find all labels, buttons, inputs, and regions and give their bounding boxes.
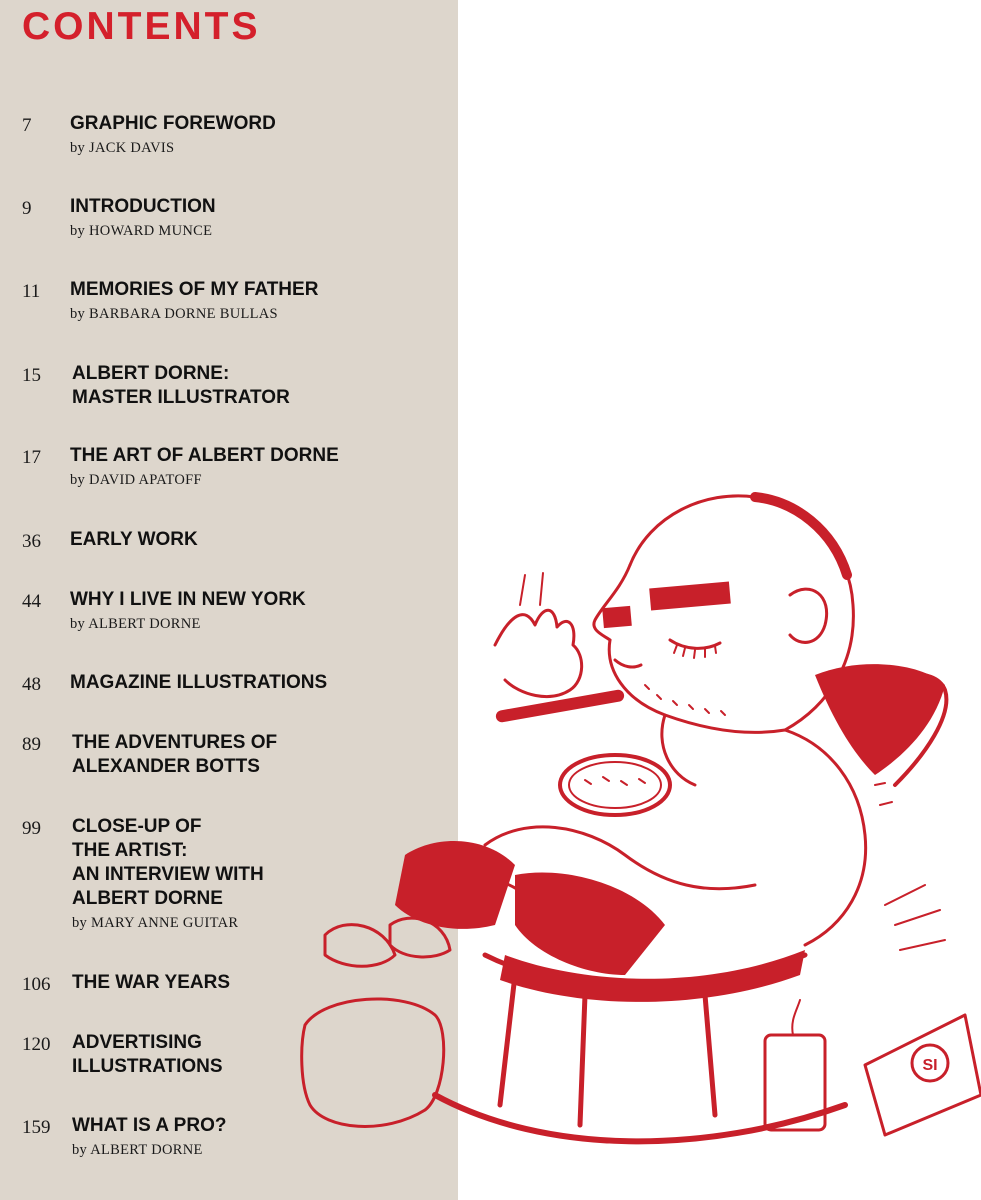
entry-byline: by MARY ANNE GUITAR bbox=[72, 915, 239, 931]
tag-monogram: SI bbox=[922, 1057, 938, 1074]
page-number: 159 bbox=[22, 1117, 51, 1138]
entry-title: INTRODUCTION bbox=[70, 196, 216, 217]
entry-title: THE ART OF ALBERT DORNE bbox=[70, 445, 339, 466]
caricature-illustration bbox=[285, 455, 981, 1200]
page-number: 11 bbox=[22, 281, 41, 302]
page-number: 44 bbox=[22, 591, 41, 612]
entry-byline: by DAVID APATOFF bbox=[70, 472, 202, 488]
entry-byline: by HOWARD MUNCE bbox=[70, 223, 213, 239]
page-number: 106 bbox=[22, 974, 51, 995]
entry-byline: by ALBERT DORNE bbox=[70, 616, 201, 632]
entry-title: GRAPHIC FOREWORD bbox=[70, 113, 276, 134]
entry-byline: by JACK DAVIS bbox=[70, 140, 175, 156]
page-number: 120 bbox=[22, 1034, 51, 1055]
page-number: 48 bbox=[22, 674, 41, 695]
page-number: 99 bbox=[22, 818, 41, 839]
entry-title: CLOSE-UP OF THE ARTIST: AN INTERVIEW WITH ALBERT DORNE bbox=[72, 816, 264, 909]
page-number: 15 bbox=[22, 365, 41, 386]
page-number: 17 bbox=[22, 447, 41, 468]
page-number: 7 bbox=[22, 115, 32, 136]
entry-title: ALBERT DORNE: MASTER ILLUSTRATOR bbox=[72, 363, 290, 408]
entry-title: EARLY WORK bbox=[70, 529, 198, 550]
page-number: 36 bbox=[22, 531, 41, 552]
entry-title: WHY I LIVE IN NEW YORK bbox=[70, 589, 306, 610]
entry-title: THE WAR YEARS bbox=[72, 972, 231, 993]
page-number: 89 bbox=[22, 734, 41, 755]
page-number: 9 bbox=[22, 198, 32, 219]
contents-heading: CONTENTS bbox=[22, 5, 261, 48]
entry-title: MEMORIES OF MY FATHER bbox=[70, 279, 319, 300]
entry-title: THE ADVENTURES OF ALEXANDER BOTTS bbox=[72, 732, 278, 777]
entry-byline: by ALBERT DORNE bbox=[72, 1142, 203, 1158]
entry-title: WHAT IS A PRO? bbox=[72, 1115, 227, 1136]
entry-title: MAGAZINE ILLUSTRATIONS bbox=[70, 672, 328, 693]
entry-title: ADVERTISING ILLUSTRATIONS bbox=[72, 1032, 223, 1077]
entry-byline: by BARBARA DORNE BULLAS bbox=[70, 306, 278, 322]
